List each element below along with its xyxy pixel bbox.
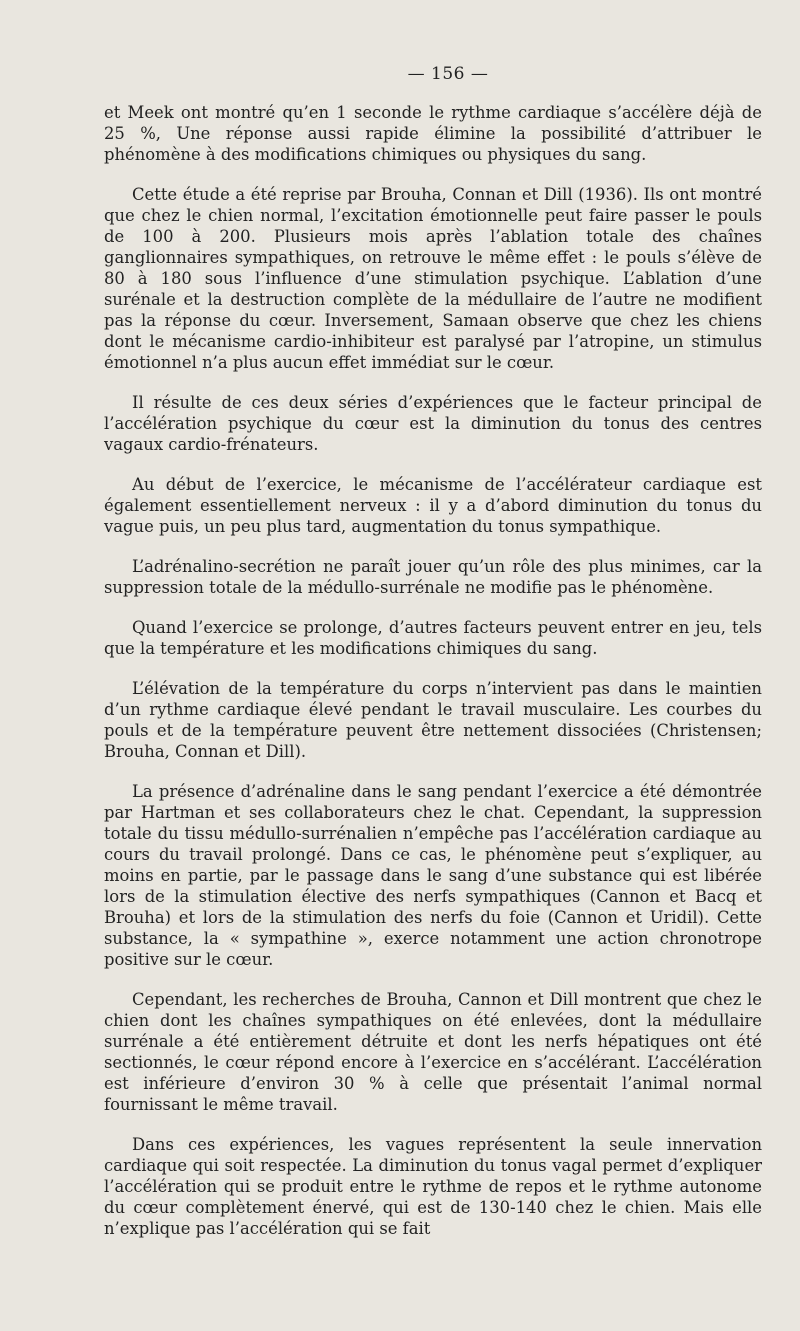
paragraph-9: Cependant, les recherches de Brouha, Cannon et Dill montrent que chez le chien dont les chaînes sympathiques on été enlevées, dont la médullaire surrénale a été entièrement détruite et dont les nerfs hépatiques ont été sectionnés, le cœur répond encore à l’exercice en s’accélérant. L’accélération est inférieure d’environ 30 % à celle que présentait l’animal normal fournissant le même travail. <box>104 990 762 1114</box>
paragraph-4: Au début de l’exercice, le mécanisme de l’accélérateur cardiaque est également essentiellement nerveux : il y a d’abord diminution du tonus du vague puis, un peu plus tard, augmentation du tonus sympathique. <box>104 475 762 536</box>
paragraph-5: L’adrénalino-secrétion ne paraît jouer qu’un rôle des plus minimes, car la suppression totale de la médullo-surrénale ne modifie pas le phénomène. <box>104 557 762 597</box>
page-number: — 156 — <box>407 64 489 84</box>
paragraph-10: Dans ces expériences, les vagues représentent la seule innervation cardiaque qui soit respectée. La diminution du tonus vagal permet d’expliquer l’accélération qui se produit entre le rythme de repos et le rythme autonome du cœur complètement énervé, qui est de 130-140 chez le chien. Mais elle n’explique pas l’accélération qui se fait <box>104 1135 762 1238</box>
paragraph-2: Cette étude a été reprise par Brouha, Connan et Dill (1936). Ils ont montré que chez le chien normal, l’excitation émotionnelle peut faire passer le pouls de 100 à 200. Plusieurs mois après l’ablation totale des chaînes ganglionnaires sympathiques, on retrouve le même effet : le pouls s’élève de 80 à 180 sous l’influence d’une stimulation psychique. L’ablation d’une surénale et la destruction complète de la médullaire de l’autre ne modifient pas la réponse du cœur. Inversement, Samaan observe que chez les chiens dont le mécanisme cardio-inhibiteur est paralysé par l’atropine, un stimulus émotionnel n’a plus aucun effet immédiat sur le cœur. <box>104 185 762 372</box>
paragraph-1: et Meek ont montré qu’en 1 seconde le rythme cardiaque s’accélère déjà de 25 %, Une réponse aussi rapide élimine la possibilité d’attribuer le phénomène à des modifications chimiques ou physiques du sang. <box>104 103 762 164</box>
paragraph-6: Quand l’exercice se prolonge, d’autres facteurs peuvent entrer en jeu, tels que la température et les modifications chimiques du sang. <box>104 618 762 658</box>
paragraph-3: Il résulte de ces deux séries d’expériences que le facteur principal de l’accélération psychique du cœur est la diminution du tonus des centres vagaux cardio-frénateurs. <box>104 393 762 454</box>
paragraph-8: La présence d’adrénaline dans le sang pendant l’exercice a été démontrée par Hartman et ses collaborateurs chez le chat. Cependant, la suppression totale du tissu médullo-surrénalien n’empêche pas l’accélération cardiaque au cours du travail prolongé. Dans ce cas, le phénomène peut s’expliquer, au moins en partie, par le passage dans le sang d’une substance qui est libérée lors de la stimulation élective des nerfs sympathiques (Cannon et Bacq et Brouha) et lors de la stimulation des nerfs du foie (Cannon et Uridil). Cette substance, la « sympathine », exerce notamment une action chronotrope positive sur le cœur. <box>104 782 762 969</box>
paragraph-7: L’élévation de la température du corps n’intervient pas dans le maintien d’un rythme cardiaque élevé pendant le travail musculaire. Les courbes du pouls et de la température peuvent être nettement dissociées (Christensen; Brouha, Connan et Dill). <box>104 679 762 761</box>
body-text <box>104 102 762 1239</box>
